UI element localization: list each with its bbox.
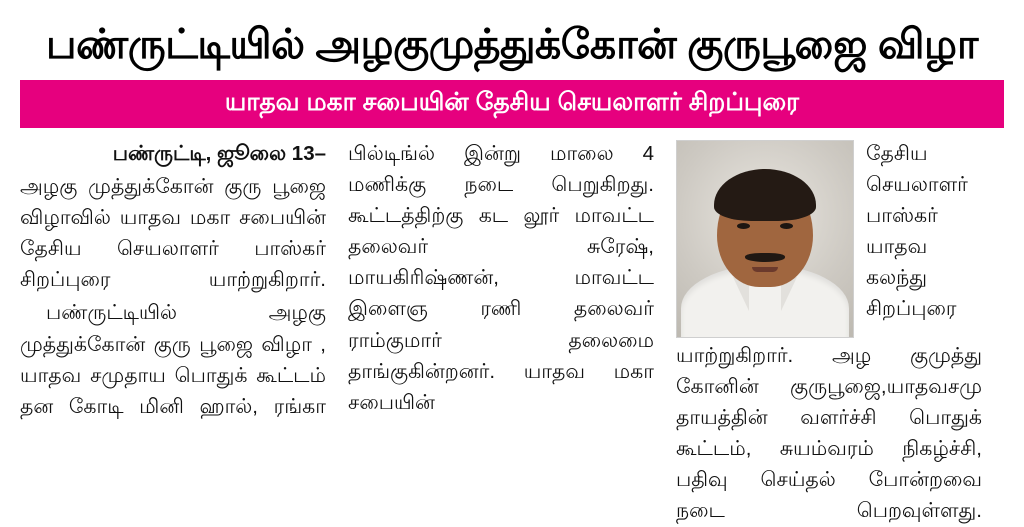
mouth-shape: [752, 267, 778, 272]
dateline: பண்ருட்டி, ஜூலை 13–: [112, 141, 326, 165]
subheadline-banner: யாதவ மகா சபையின் தேசிய செயலாளர் சிறப்புரை: [20, 80, 1004, 127]
article-column-2: [348, 138, 654, 418]
article-column-1: [20, 138, 326, 422]
paragraph: அழகு முத்துக்கோன் குரு பூஜை விழாவில் யாதவ மகா சபையின் தேசிய செயலாளர் பாஸ்கர் சிறப்புரை யாற்றுகிறார்.: [20, 174, 326, 292]
photo-figure: [676, 140, 852, 336]
eye-left-shape: [737, 223, 750, 229]
article-column-3: [676, 138, 982, 527]
eye-right-shape: [780, 223, 793, 229]
portrait-photo: [676, 140, 854, 338]
paragraph: பண்ருட்டியில் அழகு முத்துக்கோன் குரு பூஜை விழா , யாதவ சமுதாய பொதுக் கூட்டம் தன கோடி மினி ஹால், ரங்கா: [20, 301, 326, 418]
paragraph: தேசிய செயலாளர் பாஸ்கர் யாதவ கலந்து சிறப்புரை யாற்றுகிறார். அழ குமுத்து கோனின் குருபூஜை,யாதவசமு தாயத்தின் வளர்ச்சி பொதுக் கூட்டம், சுயம்வரம் நிகழ்ச்சி, பதிவு செய்தல் போன்றவை நடை பெறவுள்ளது.: [676, 141, 982, 523]
page-title: பண்ருட்டியில் அழகுமுத்துக்கோன் குருபூஜை விழா: [46, 21, 978, 67]
moustache-shape: [745, 253, 785, 262]
paragraph: பில்டிங்ல் இன்று மாலை 4 மணிக்கு நடை பெறுகிறது. கூட்டத்திற்கு கட லூர் மாவட்ட தலைவர் சுரேஷ், மாயகிரிஷ்ணன், மாவட்ட இளைஞ ரணி தலைவர் ராம்குமார் தலைமை தாங்குகின்றனர். யாதவ மகா சபையின்: [348, 141, 654, 414]
article-columns: [20, 138, 1004, 527]
